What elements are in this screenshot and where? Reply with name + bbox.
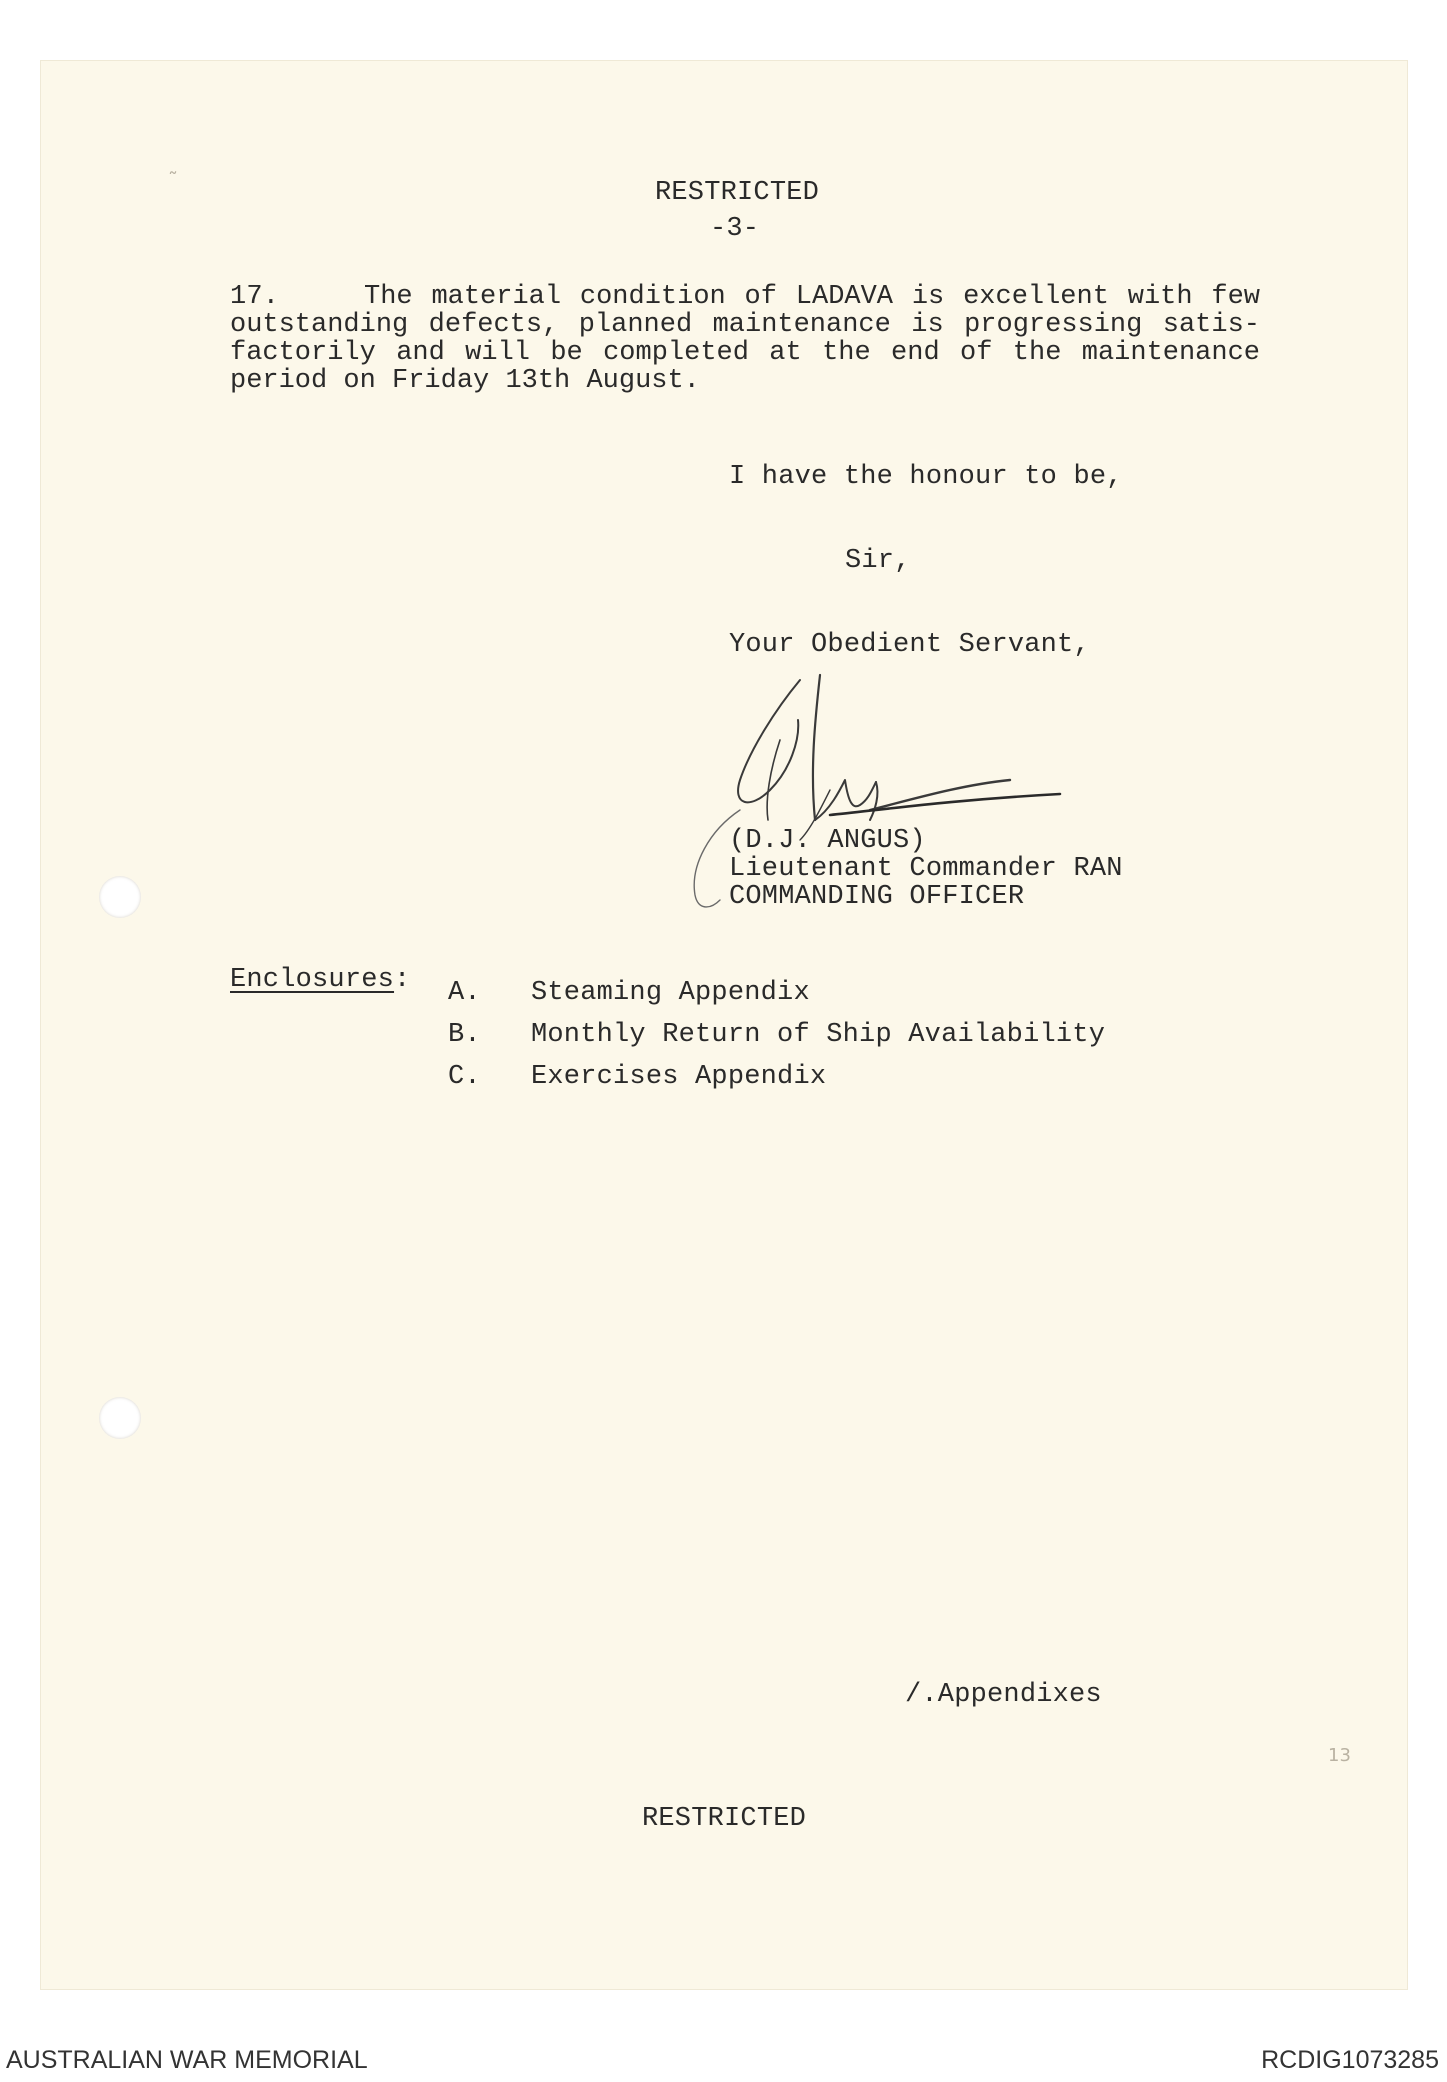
page-number: -3- — [710, 214, 760, 244]
archive-record-id: RCDIG1073285 — [1261, 2046, 1439, 2074]
enclosure-b-title: Monthly Return of Ship Availability — [531, 1020, 1106, 1050]
paragraph-line-2: outstanding defects, planned maintenance is progressing satis- — [230, 310, 1260, 340]
paragraph-number: 17. — [230, 282, 280, 312]
enclosure-c-title: Exercises Appendix — [531, 1062, 827, 1092]
enclosure-a-title: Steaming Appendix — [531, 978, 810, 1008]
paragraph-line-4: period on Friday 13th August. — [230, 366, 700, 396]
paragraph-line-1: The material condition of LADAVA is excellent with few — [364, 282, 1260, 312]
signatory-rank: Lieutenant Commander RAN — [729, 854, 1123, 884]
footer-classification: RESTRICTED — [642, 1804, 807, 1834]
margin-speck-mark: ˜ — [168, 168, 178, 192]
enclosure-b-letter: B. — [448, 1020, 481, 1050]
closing-line-honour: I have the honour to be, — [729, 462, 1123, 492]
enclosure-c-letter: C. — [448, 1062, 481, 1092]
enclosure-a-letter: A. — [448, 978, 481, 1008]
archive-source-label: AUSTRALIAN WAR MEMORIAL — [6, 2046, 368, 2074]
margin-page-mark: 13 — [1328, 1745, 1351, 1766]
header-classification: RESTRICTED — [655, 178, 820, 208]
enclosures-heading: Enclosures — [230, 965, 395, 995]
enclosures-label — [230, 965, 410, 995]
signatory-role: COMMANDING OFFICER — [729, 882, 1025, 912]
punch-hole-upper — [99, 876, 141, 918]
continuation-note: /.Appendixes — [905, 1680, 1102, 1710]
enclosures-colon: : — [394, 965, 411, 995]
paragraph-line-3: factorily and will be completed at the end of the maintenance — [230, 338, 1260, 368]
closing-line-servant: Your Obedient Servant, — [729, 630, 1090, 660]
closing-line-sir: Sir, — [845, 546, 911, 576]
signatory-name: (D.J. ANGUS) — [729, 826, 926, 856]
punch-hole-lower — [99, 1397, 141, 1439]
